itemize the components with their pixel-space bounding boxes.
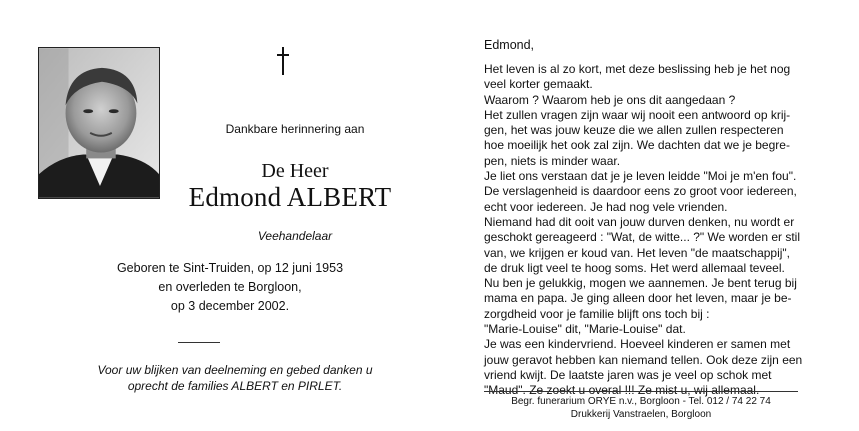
letter-line: van, we krijgen er koud van. Het leven "de maatschappij", (484, 245, 791, 260)
letter-body (484, 62, 806, 399)
letter-line: echt voor iedereen. Je had nog vele vrienden. (484, 199, 728, 214)
birth-death-info (50, 259, 410, 316)
occupation: Veehandelaar (257, 229, 333, 243)
honorific-title: De Heer (261, 160, 329, 182)
thanks-line: Voor uw blijken van deelneming en gebed danken u (97, 363, 373, 377)
portrait-image (39, 48, 159, 198)
letter-line: zorgdheid voor je familie blijft ons toch bij : (484, 306, 710, 321)
letter-line: Nu ben je gelukkig, mogen we aannemen. Je bent terug bij (484, 276, 797, 291)
printer-line: Drukkerij Vanstraelen, Borgloon (570, 409, 712, 420)
deceased-name: Edmond ALBERT (188, 182, 392, 212)
portrait-photo (38, 47, 160, 199)
letter-line: Waarom ? Waarom heb je ons dit aangedaan ? (484, 92, 736, 107)
letter-greeting: Edmond, (484, 38, 535, 52)
letter-line: gen, het was jouw keuze die we allen zullen respecteren (484, 123, 784, 138)
cross-icon (266, 47, 300, 81)
letter-line: De verslagenheid is daardoor eens zo groot voor iedereen, (484, 184, 797, 199)
letter-line: pen, niets is minder waar. (484, 153, 621, 168)
funeral-home-line: Begr. funerarium ORYE n.v., Borgloon - Tel. 012 / 74 22 74 (511, 396, 771, 407)
letter-page (484, 37, 806, 399)
letter-line: vriend kwijt. De laatste jaren was je veel op schok met (484, 367, 772, 382)
thanks-note (25, 362, 445, 394)
letter-line: Niemand had dit ooit van jouw durven denken, nu wordt er (484, 214, 795, 229)
divider (484, 391, 798, 392)
letter-line: Je liet ons verstaan dat je je leven leidde "Moi je m'en fou". (484, 169, 797, 184)
letter-line: de druk ligt veel te hoog soms. Het werd allemaal teveel. (484, 260, 785, 275)
letter-line: Het zullen vragen zijn waar wij nooit een antwoord op krij- (484, 107, 791, 122)
divider (178, 342, 220, 343)
death-date-line: op 3 december 2002. (170, 299, 290, 313)
letter-line: Je was een kindervriend. Hoeveel kinderen er samen met (484, 337, 791, 352)
death-place-line: en overleden te Borgloon, (158, 280, 302, 294)
letter-line: Het leven is al zo kort, met deze beslissing heb je het nog (484, 62, 791, 76)
letter-line: jouw geravot hebben kan niemand tellen. Ook deze zijn een (484, 352, 803, 367)
memorial-intro: Dankbare herinnering aan (225, 122, 365, 136)
birth-line: Geboren te Sint-Truiden, op 12 juni 1953 (116, 261, 344, 275)
letter-line: hoe moeilijk het ook zal zijn. We dachten dat we je begre- (484, 138, 790, 153)
letter-line: "Marie-Louise" dit, "Marie-Louise" dat. (484, 322, 686, 337)
letter-line: geschokt gereageerd : "Wat, de witte... ?" We worden er stil (484, 230, 801, 245)
letter-line: mama en papa. Je ging alleen door het leven, maar je be- (484, 291, 792, 306)
thanks-line: oprecht de families ALBERT en PIRLET. (127, 379, 343, 393)
printer-info (484, 395, 798, 421)
letter-line: veel korter gemaakt. (484, 77, 593, 92)
